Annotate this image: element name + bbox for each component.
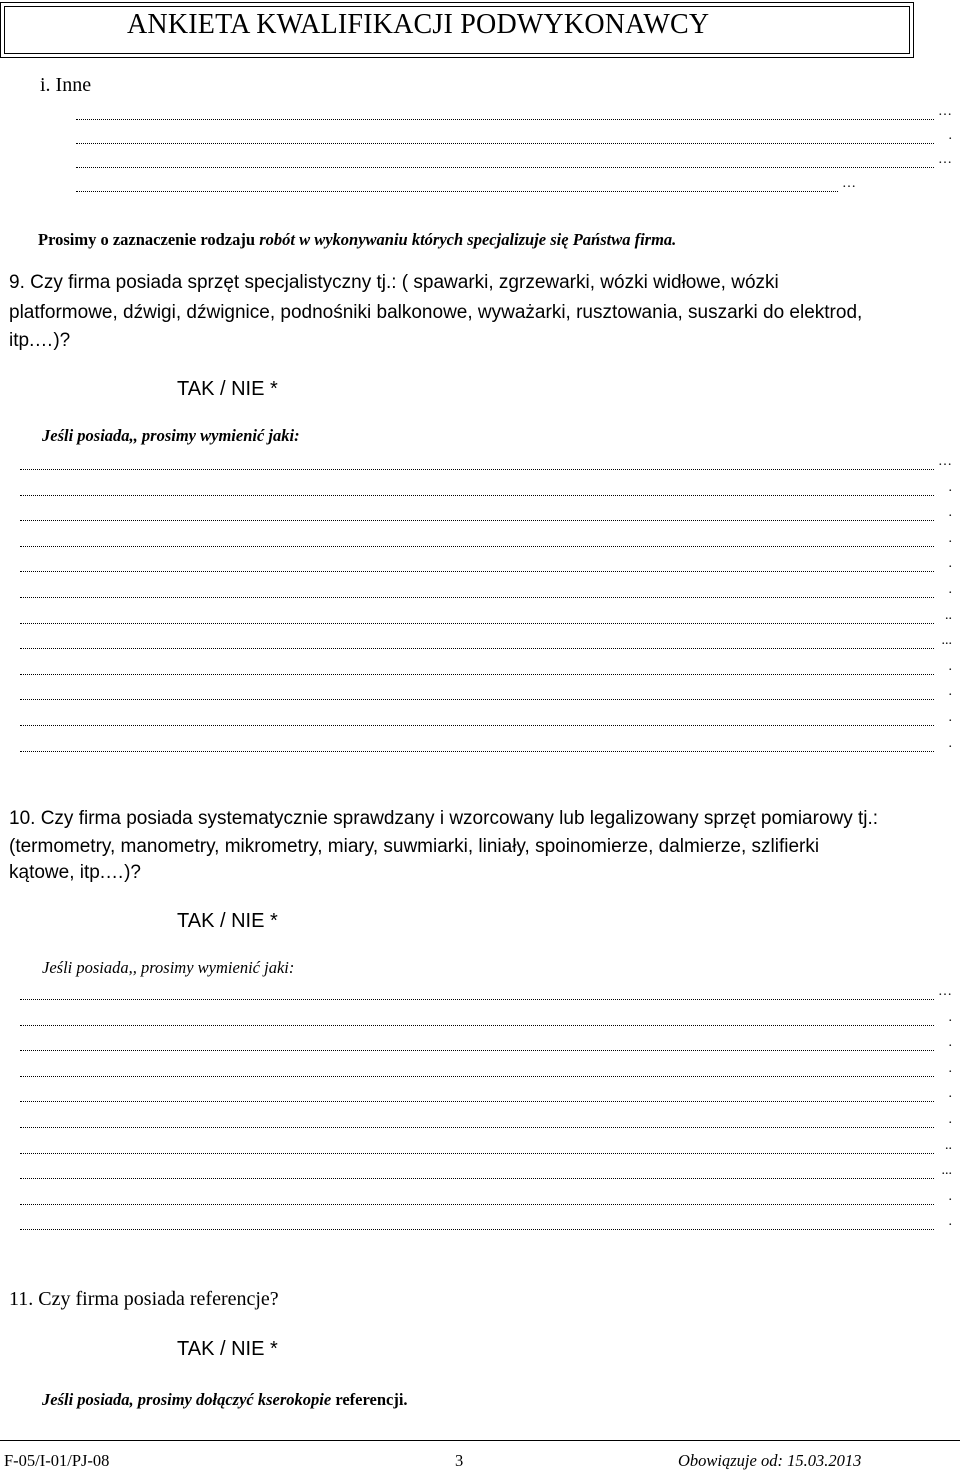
answer-line[interactable]: … [20,458,952,472]
answer-line[interactable]: … [20,988,952,1002]
answer-line[interactable]: . [20,688,952,702]
yes-no-option-10[interactable]: TAK / NIE * [177,910,278,932]
answer-line[interactable]: … [76,108,952,122]
specialization-note [38,230,676,250]
question-9-line2: platformowe, dźwigi, dźwignice, podnośniki balkonowe, wyważarki, rusztowania, suszarki do elektrod, [9,302,863,323]
answer-line[interactable]: . [20,1193,952,1207]
answer-line[interactable]: . [20,535,952,549]
answer-line[interactable]: ... [20,637,952,651]
page-title: ANKIETA KWALIFIKACJI PODWYKONAWCY [127,9,710,40]
header-box [0,2,914,58]
question-11-line1: 11. Czy firma posiada referencje? [9,1288,279,1310]
answer-line[interactable]: … [76,180,856,194]
note-italic-text: robót w wykonywaniu których specjalizuje się Państwa firma. [259,230,677,249]
answer-line[interactable]: . [20,740,952,754]
question-10-line2: (termometry, manometry, mikrometry, miary, suwmiarki, liniały, spoinomierze, dalmierze, szlifierki [9,836,820,857]
answer-line[interactable]: . [20,1116,952,1130]
question-9-prompt: Jeśli posiada,, prosimy wymienić jaki: [42,426,300,445]
question-10-line3: kątowe, itp.…)? [9,862,141,883]
prompt-italic-text: Jeśli posiada, prosimy dołączyć kserokopie [42,1390,332,1409]
answer-line[interactable]: . [20,1014,952,1028]
footer-divider [0,1440,960,1441]
footer-valid-date: Obowiązuje od: 15.03.2013 [678,1451,862,1470]
answer-line[interactable]: .. [20,1142,952,1156]
question-10-line1: 10. Czy firma posiada systematycznie sprawdzany i wzorcowany lub legalizowany sprzęt pomiarowy tj.: [9,808,879,829]
question-9-line3: itp.…)? [9,330,71,351]
answer-line[interactable]: . [20,1039,952,1053]
answer-line[interactable]: . [20,586,952,600]
answer-line[interactable]: . [20,509,952,523]
prompt-bold-text: referencji. [331,1390,408,1409]
answer-line[interactable]: . [20,663,952,677]
footer-document-code: F-05/I-01/PJ-08 [4,1451,110,1470]
answer-line[interactable]: . [20,484,952,498]
answer-line[interactable]: .. [20,612,952,626]
answer-line[interactable]: . [76,132,952,146]
answer-line[interactable]: . [20,1065,952,1079]
section-i-label: i. Inne [40,74,92,96]
footer-page-number: 3 [455,1451,464,1470]
note-bold-text: Prosimy o zaznaczenie rodzaju [38,230,260,249]
question-9-line1: 9. Czy firma posiada sprzęt specjalistyczny tj.: ( spawarki, zgrzewarki, wózki widłowe, wózki [9,272,779,293]
answer-line[interactable]: . [20,1218,952,1232]
question-11-prompt [42,1390,408,1410]
answer-line[interactable]: . [20,714,952,728]
yes-no-option-9[interactable]: TAK / NIE * [177,378,278,400]
yes-no-option-11[interactable]: TAK / NIE * [177,1338,278,1360]
answer-line[interactable]: ... [20,1167,952,1181]
answer-line[interactable]: . [20,560,952,574]
answer-line[interactable]: . [20,1090,952,1104]
answer-line[interactable]: … [76,156,952,170]
question-10-prompt: Jeśli posiada,, prosimy wymienić jaki: [42,958,295,977]
